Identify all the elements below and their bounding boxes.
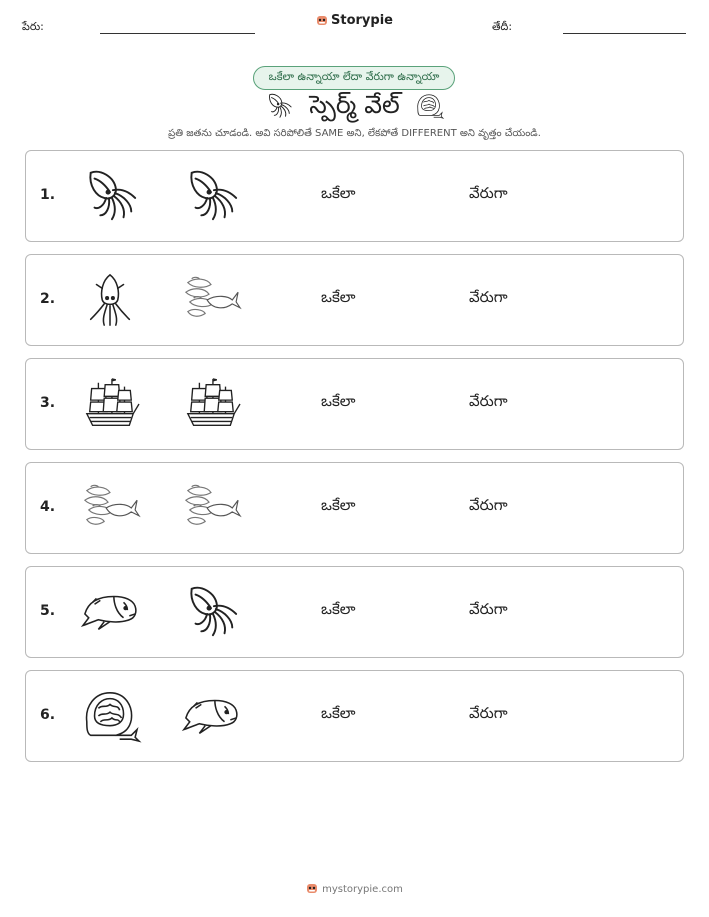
name-label: పేరు:: [22, 20, 44, 33]
squid-icon: [181, 167, 241, 225]
different-option[interactable]: వేరుగా: [469, 392, 508, 410]
sperm-whale-icon: [181, 687, 241, 745]
row-number: 6.: [40, 707, 56, 723]
question-row-3: [25, 358, 684, 450]
storypie-logo-icon: [306, 882, 318, 894]
worksheet-type-badge: ఒకేలా ఉన్నాయా లేదా వేరుగా ఉన్నాయా: [253, 66, 455, 90]
whale-bubble-icon: [80, 687, 140, 745]
same-option[interactable]: ఒకేలా: [321, 704, 356, 722]
row-number: 1.: [40, 187, 56, 203]
question-row-2: [25, 254, 684, 346]
different-option[interactable]: వేరుగా: [469, 704, 508, 722]
date-line[interactable]: [563, 33, 686, 34]
squid-icon: [80, 167, 140, 225]
question-row-1: [25, 150, 684, 242]
sperm-whale-icon: [80, 583, 140, 641]
different-option[interactable]: వేరుగా: [469, 496, 508, 514]
different-option[interactable]: వేరుగా: [469, 288, 508, 306]
title-whale-bubble-icon: [413, 92, 445, 124]
same-option[interactable]: ఒకేలా: [321, 600, 356, 618]
whale-pod-icon: [80, 479, 140, 537]
name-line[interactable]: [100, 33, 255, 34]
squid-outline-icon: [80, 271, 140, 329]
footer-site[interactable]: mystorypie.com: [322, 884, 403, 895]
date-label: తేదీ:: [492, 20, 513, 33]
row-number: 4.: [40, 499, 56, 515]
footer: [0, 882, 709, 895]
row-number: 2.: [40, 291, 56, 307]
different-option[interactable]: వేరుగా: [469, 600, 508, 618]
ship-icon: [80, 375, 140, 433]
same-option[interactable]: ఒకేలా: [321, 392, 356, 410]
row-number: 5.: [40, 603, 56, 619]
same-option[interactable]: ఒకేలా: [321, 496, 356, 514]
ship-icon: [181, 375, 241, 433]
brand: [0, 13, 709, 28]
brand-name: Storypie: [331, 13, 393, 28]
whale-pod-icon: [181, 479, 241, 537]
squid-icon: [181, 583, 241, 641]
row-number: 3.: [40, 395, 56, 411]
question-row-5: [25, 566, 684, 658]
different-option[interactable]: వేరుగా: [469, 184, 508, 202]
same-option[interactable]: ఒకేలా: [321, 288, 356, 306]
page-title: స్పెర్మ్ వేల్: [309, 90, 400, 119]
instructions: ప్రతి జతను చూడండి. అవి సరిపోలితే SAME అని, లేకపోతే DIFFERENT అని వృత్తం చేయండి.: [168, 128, 541, 139]
whale-pod-icon: [181, 271, 241, 329]
question-row-6: [25, 670, 684, 762]
same-option[interactable]: ఒకేలా: [321, 184, 356, 202]
question-row-4: [25, 462, 684, 554]
storypie-logo-icon: [316, 14, 328, 26]
